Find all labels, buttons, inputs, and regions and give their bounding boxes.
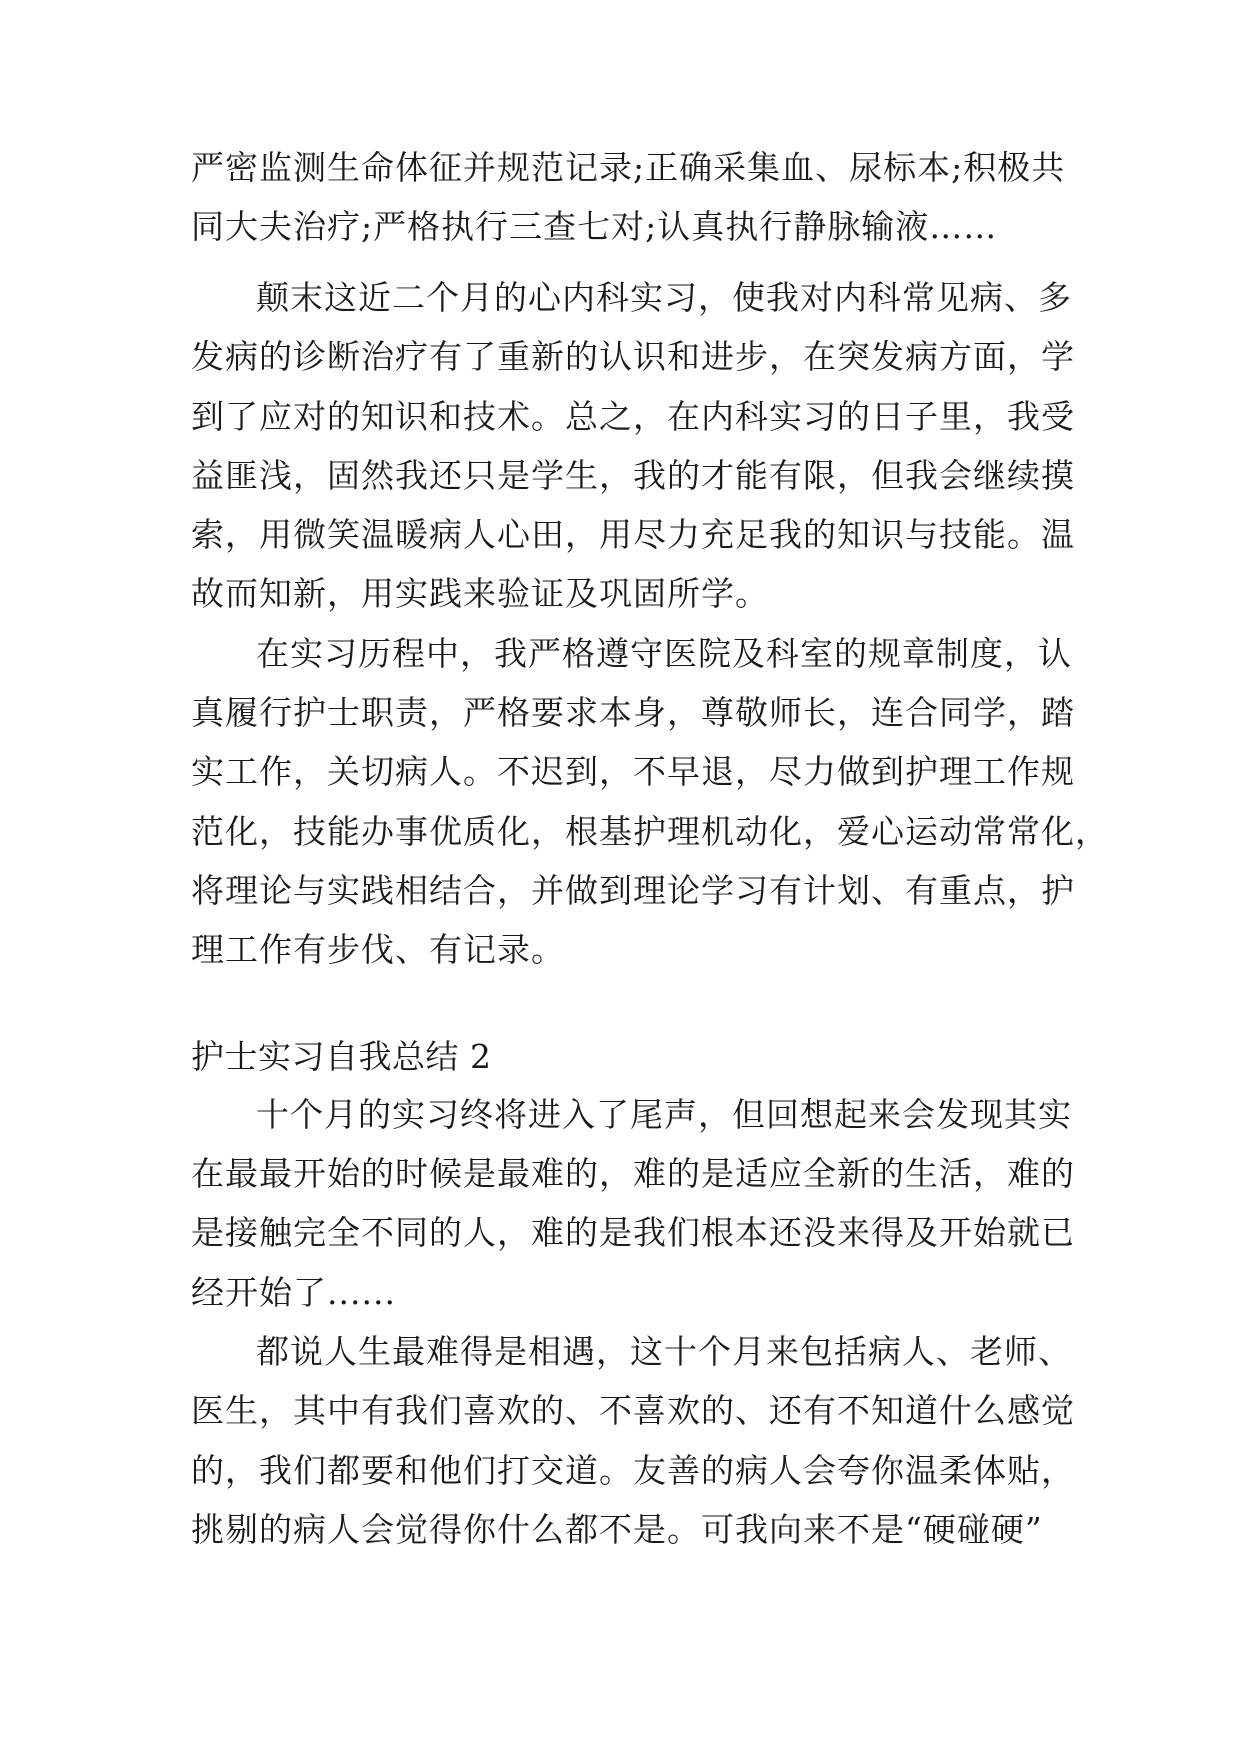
paragraph-first-line: 都说人生最难得是相遇，这十个月来包括病人、老师、 [256, 1332, 1072, 1371]
text-line: 医生，其中有我们喜欢的、不喜欢的、还有不知道什么感觉 [191, 1391, 1075, 1430]
section-heading: 护士实习自我总结 2 [191, 1037, 492, 1076]
text-line: 将理论与实践相结合，并做到理论学习有计划、有重点，护 [191, 871, 1075, 910]
text-line: 真履行护士职责，严格要求本身，尊敬师长，连合同学，踏 [191, 693, 1075, 732]
paragraph-first-line: 在实习历程中，我严格遵守医院及科室的规章制度，认 [256, 634, 1072, 673]
text-line: 同大夫治疗;严格执行三查七对;认真执行静脉输液…… [191, 207, 998, 246]
text-line: 挑剔的病人会觉得你什么都不是。可我向来不是“硬碰硬” [191, 1510, 1043, 1549]
text-line: 理工作有步伐、有记录。 [191, 930, 565, 969]
text-line: 实工作，关切病人。不迟到，不早退，尽力做到护理工作规 [191, 752, 1075, 791]
text-line: 发病的诊断治疗有了重新的认识和进步，在突发病方面，学 [191, 337, 1075, 376]
paragraph-first-line: 颠末这近二个月的心内科实习，使我对内科常见病、多 [256, 278, 1072, 317]
text-line: 到了应对的知识和技术。总之，在内科实习的日子里，我受 [191, 397, 1075, 436]
text-line: 益匪浅，固然我还只是学生，我的才能有限，但我会继续摸 [191, 456, 1075, 495]
text-line: 范化，技能办事优质化，根基护理机动化，爱心运动常常化， [191, 812, 1109, 851]
paragraph-first-line: 十个月的实习终将进入了尾声，但回想起来会发现其实 [256, 1095, 1072, 1134]
text-line: 经开始了...... [191, 1273, 396, 1312]
text-line: 的，我们都要和他们打交道。友善的病人会夸你温柔体贴， [191, 1451, 1075, 1490]
text-line: 严密监测生命体征并规范记录;正确采集血、尿标本;积极共 [191, 148, 1066, 187]
text-line: 在最最开始的时候是最难的，难的是适应全新的生活，难的 [191, 1154, 1075, 1193]
text-line: 是接触完全不同的人，难的是我们根本还没来得及开始就已 [191, 1213, 1075, 1252]
text-line: 故而知新，用实践来验证及巩固所学。 [191, 574, 769, 613]
text-line: 索，用微笑温暖病人心田，用尽力充足我的知识与技能。温 [191, 515, 1075, 554]
